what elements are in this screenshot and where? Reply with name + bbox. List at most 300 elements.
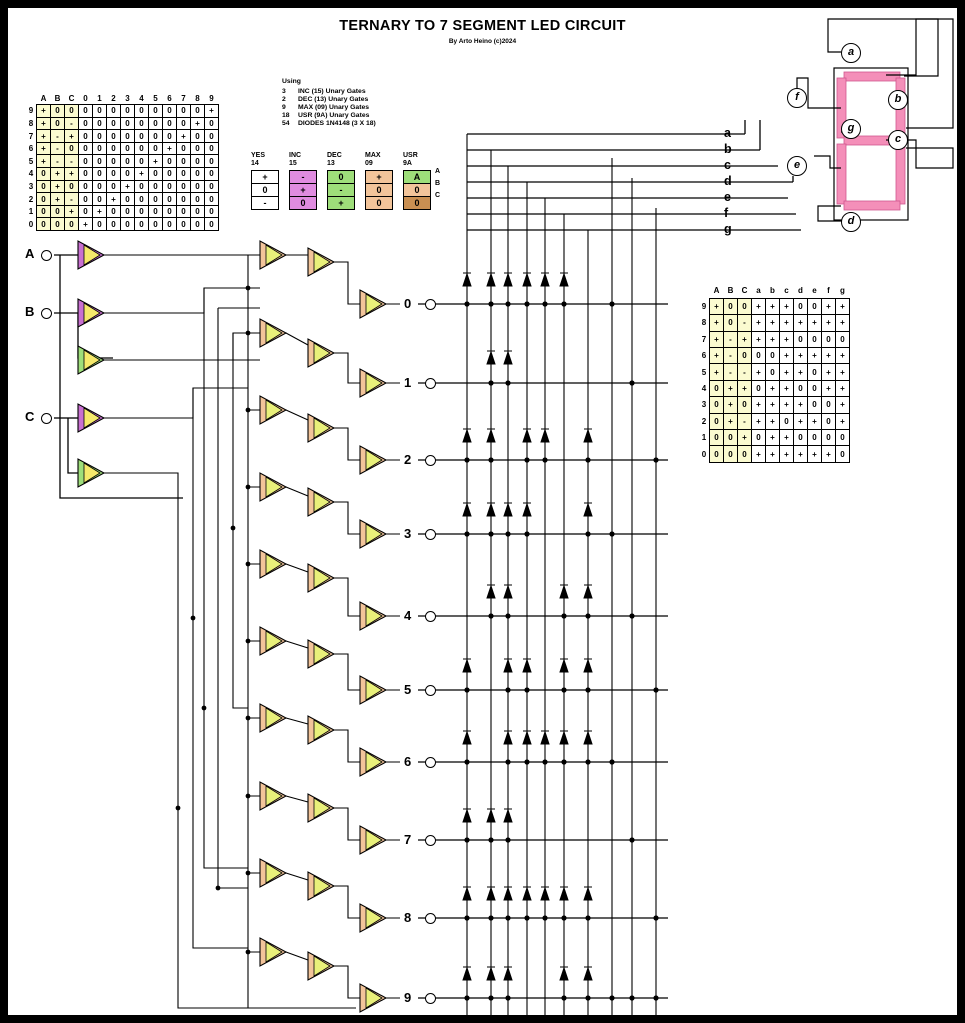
cell: 0 (191, 130, 205, 143)
cell: + (752, 397, 766, 413)
cell: + (163, 142, 177, 155)
cell: 0 (79, 130, 93, 143)
cell: + (794, 364, 808, 380)
cell: 0 (121, 168, 135, 181)
segment-bubble-g: g (841, 119, 861, 139)
cell: 0 (79, 117, 93, 130)
row-index: 6 (699, 348, 710, 364)
cell: 0 (163, 193, 177, 206)
cell: 0 (149, 193, 163, 206)
cell: + (808, 348, 822, 364)
legend-cell: 0 (328, 171, 354, 184)
row-index: 7 (26, 130, 37, 143)
cell: 0 (107, 155, 121, 168)
cell: 0 (79, 105, 93, 118)
cell: 0 (191, 155, 205, 168)
input-label-a: A (25, 246, 35, 261)
cell: 0 (149, 168, 163, 181)
legend-cell: - (252, 197, 278, 209)
cell: - (51, 130, 65, 143)
cell: 0 (163, 180, 177, 193)
cell: 0 (107, 180, 121, 193)
cell: - (738, 364, 752, 380)
cell: 0 (794, 331, 808, 347)
row-index: 0 (26, 218, 37, 231)
column-header: 8 (191, 93, 205, 105)
cell: + (808, 446, 822, 462)
legend-cell: 0 (366, 184, 392, 197)
cell: + (822, 364, 836, 380)
column-header: e (808, 283, 822, 298)
cell: + (766, 315, 780, 331)
cell: 0 (149, 180, 163, 193)
cell: 0 (738, 397, 752, 413)
cell: 0 (177, 155, 191, 168)
segment-bubble-e: e (787, 156, 807, 176)
cell: 0 (191, 105, 205, 118)
using-count: 3 (282, 88, 286, 95)
legend-cell: + (366, 171, 392, 184)
cell: + (836, 298, 850, 314)
cell: 0 (93, 168, 107, 181)
output-label-3: 3 (404, 526, 412, 541)
cell: 0 (65, 105, 79, 118)
cell: 0 (710, 397, 724, 413)
legend-cell: - (328, 184, 354, 197)
cell: 0 (822, 331, 836, 347)
segment-d (844, 201, 900, 210)
cell: - (738, 413, 752, 429)
cell: + (37, 130, 51, 143)
cell: 0 (794, 298, 808, 314)
gate-row-9 (260, 938, 400, 1012)
cell: + (107, 193, 121, 206)
segment-e (837, 144, 846, 204)
cell: 0 (752, 380, 766, 396)
row-index: 5 (26, 155, 37, 168)
cell: 0 (205, 168, 219, 181)
cell: 0 (822, 397, 836, 413)
input-terminal-c[interactable] (41, 413, 52, 424)
output-label-0: 0 (404, 296, 412, 311)
column-header: a (752, 283, 766, 298)
cell: + (752, 413, 766, 429)
cell: - (724, 348, 738, 364)
cell: 0 (177, 142, 191, 155)
cell: 0 (738, 298, 752, 314)
cell: + (710, 331, 724, 347)
cell: + (836, 315, 850, 331)
cell: + (822, 380, 836, 396)
row-index: 1 (26, 205, 37, 218)
cell: + (135, 168, 149, 181)
cell: 0 (724, 446, 738, 462)
row-index: 4 (26, 168, 37, 181)
legend-cell: + (328, 197, 354, 209)
cell: 0 (808, 331, 822, 347)
using-text: DEC (13) Unary Gates (298, 96, 369, 103)
cell: 0 (93, 142, 107, 155)
gate-row-2 (260, 396, 400, 474)
cell: + (752, 315, 766, 331)
cell: 0 (93, 180, 107, 193)
cell: + (780, 380, 794, 396)
row-index: 2 (26, 193, 37, 206)
cell: + (752, 364, 766, 380)
cell: + (51, 193, 65, 206)
column-header: C (65, 93, 79, 105)
column-header: 1 (93, 93, 107, 105)
legend-name: DEC (327, 152, 342, 159)
cell: 0 (121, 155, 135, 168)
output-terminal-5[interactable] (425, 685, 436, 696)
cell: + (836, 380, 850, 396)
cell: 0 (724, 430, 738, 446)
cell: + (822, 315, 836, 331)
cell: 0 (51, 218, 65, 231)
cell: - (65, 117, 79, 130)
diode-group-row0 (463, 273, 568, 286)
cell: 0 (808, 397, 822, 413)
legend-name: YES (251, 152, 266, 159)
legend-code: 13 (327, 160, 335, 167)
cell: 0 (107, 168, 121, 181)
cell: 0 (37, 205, 51, 218)
cell: 0 (766, 364, 780, 380)
cell: + (93, 205, 107, 218)
cell: 0 (780, 413, 794, 429)
row-index: 7 (699, 331, 710, 347)
row-index: 2 (699, 413, 710, 429)
output-terminal-8[interactable] (425, 913, 436, 924)
output-terminal-9[interactable] (425, 993, 436, 1004)
input-label-c: C (25, 409, 35, 424)
legend-code: 9A (403, 160, 412, 167)
segment-bubble-f: f (787, 88, 807, 108)
cell: + (205, 105, 219, 118)
cell: 0 (79, 142, 93, 155)
cell: 0 (37, 168, 51, 181)
cell: - (724, 331, 738, 347)
cell: 0 (724, 298, 738, 314)
segment-c (896, 144, 905, 204)
legend-code: 09 (365, 160, 373, 167)
cell: 0 (752, 348, 766, 364)
cell: 0 (79, 193, 93, 206)
cell: 0 (724, 315, 738, 331)
cell: - (65, 155, 79, 168)
cell: 0 (163, 105, 177, 118)
cell: + (780, 397, 794, 413)
cell: 0 (37, 180, 51, 193)
output-terminal-2[interactable] (425, 455, 436, 466)
gate-row-6 (260, 704, 400, 776)
cell: 0 (163, 205, 177, 218)
output-terminal-6[interactable] (425, 757, 436, 768)
cell: 0 (135, 105, 149, 118)
cell: 0 (191, 142, 205, 155)
segment-bus-label-e: e (724, 190, 731, 204)
cell: 0 (836, 331, 850, 347)
column-header: 2 (107, 93, 121, 105)
legend-cell: 0 (404, 197, 430, 209)
cell: + (794, 315, 808, 331)
cell: + (149, 155, 163, 168)
cell: + (724, 380, 738, 396)
legend-cell: + (252, 171, 278, 184)
output-label-9: 9 (404, 990, 412, 1005)
gate-row-1 (260, 319, 400, 397)
cell: 0 (107, 105, 121, 118)
cell: 0 (191, 180, 205, 193)
legend-code: 15 (289, 160, 297, 167)
cell: 0 (177, 180, 191, 193)
cell: 0 (149, 130, 163, 143)
cell: + (724, 397, 738, 413)
cell: 0 (710, 413, 724, 429)
cell: 0 (794, 380, 808, 396)
cell: 0 (93, 218, 107, 231)
cell: 0 (93, 155, 107, 168)
circuit-svg (8, 8, 957, 1015)
cell: + (780, 298, 794, 314)
output-label-4: 4 (404, 608, 412, 623)
cell: 0 (93, 193, 107, 206)
cell: + (738, 331, 752, 347)
output-label-6: 6 (404, 754, 412, 769)
cell: + (766, 380, 780, 396)
cell: + (766, 331, 780, 347)
cell: 0 (107, 130, 121, 143)
row-index: 9 (699, 298, 710, 314)
cell: + (724, 413, 738, 429)
cell: + (766, 298, 780, 314)
column-header: 5 (149, 93, 163, 105)
gate-row-3 (260, 473, 400, 548)
cell: - (738, 315, 752, 331)
legend-cell: 0 (366, 197, 392, 209)
cell: + (738, 430, 752, 446)
using-count: 2 (282, 96, 286, 103)
row-index: 0 (699, 446, 710, 462)
output-terminal-7[interactable] (425, 835, 436, 846)
diode-group-row6 (463, 731, 592, 744)
cell: 0 (107, 117, 121, 130)
cell: + (836, 348, 850, 364)
cell: 0 (93, 130, 107, 143)
cell: + (808, 413, 822, 429)
segment-bus-label-b: b (724, 142, 732, 156)
segment-bus-label-a: a (724, 126, 731, 140)
cell: + (752, 331, 766, 347)
cell: + (79, 218, 93, 231)
input-terminal-b[interactable] (41, 308, 52, 319)
segment-bubble-c: c (888, 130, 908, 150)
cell: 0 (79, 168, 93, 181)
cell: + (51, 168, 65, 181)
cell: 0 (205, 193, 219, 206)
cell: 0 (177, 218, 191, 231)
row-index: 1 (699, 430, 710, 446)
column-header: 6 (163, 93, 177, 105)
segment-bus-label-f: f (724, 206, 729, 220)
segment-bubble-b: b (888, 90, 908, 110)
cell: 0 (808, 430, 822, 446)
cell: 0 (121, 218, 135, 231)
cell: 0 (163, 117, 177, 130)
cell: - (51, 142, 65, 155)
cell: + (836, 397, 850, 413)
cell: 0 (51, 105, 65, 118)
cell: + (836, 413, 850, 429)
cell: + (794, 397, 808, 413)
column-header: b (766, 283, 780, 298)
output-terminal-4[interactable] (425, 611, 436, 622)
cell: 0 (710, 380, 724, 396)
cell: 0 (135, 142, 149, 155)
legend-cell: + (290, 184, 316, 197)
output-label-1: 1 (404, 375, 412, 390)
cell: + (780, 331, 794, 347)
cell: 0 (710, 446, 724, 462)
cell: 0 (163, 218, 177, 231)
cell: + (766, 413, 780, 429)
cell: 0 (149, 142, 163, 155)
cell: 0 (107, 218, 121, 231)
cell: + (836, 364, 850, 380)
cell: 0 (121, 105, 135, 118)
cell: 0 (135, 130, 149, 143)
output-terminal-0[interactable] (425, 299, 436, 310)
input-terminal-a[interactable] (41, 250, 52, 261)
cell: 0 (205, 142, 219, 155)
cell: 0 (738, 348, 752, 364)
cell: + (121, 180, 135, 193)
legend-cell: - (290, 171, 316, 184)
cell: + (710, 364, 724, 380)
row-index: 6 (26, 142, 37, 155)
cell: + (752, 446, 766, 462)
column-header: 0 (79, 93, 93, 105)
column-header: 4 (135, 93, 149, 105)
column-header: f (822, 283, 836, 298)
cell: 0 (107, 142, 121, 155)
legend-side-label-b: B (435, 180, 441, 187)
cell: 0 (93, 117, 107, 130)
cell: 0 (135, 205, 149, 218)
output-terminal-1[interactable] (425, 378, 436, 389)
using-text: INC (15) Unary Gates (298, 88, 366, 95)
legend-side-label-c: C (435, 192, 441, 199)
diode-group-row2 (463, 429, 592, 442)
cell: + (37, 155, 51, 168)
legend-name: USR (403, 152, 418, 159)
output-terminal-3[interactable] (425, 529, 436, 540)
cell: 0 (822, 430, 836, 446)
segment-bubble-a: a (841, 43, 861, 63)
cell: 0 (177, 205, 191, 218)
cell: + (822, 298, 836, 314)
using-count: 18 (282, 112, 290, 119)
cell: + (808, 315, 822, 331)
cell: 0 (51, 205, 65, 218)
cell: + (780, 364, 794, 380)
cell: + (794, 348, 808, 364)
cell: 0 (37, 218, 51, 231)
cell: - (65, 193, 79, 206)
cell: 0 (121, 142, 135, 155)
gate-row-4 (260, 550, 400, 630)
cell: - (724, 364, 738, 380)
cell: 0 (65, 180, 79, 193)
output-label-5: 5 (404, 682, 412, 697)
cell: 0 (836, 446, 850, 462)
cell: - (51, 155, 65, 168)
diode-group-row8 (463, 887, 592, 900)
row-index: 8 (26, 117, 37, 130)
cell: 0 (191, 193, 205, 206)
column-header: c (780, 283, 794, 298)
cell: + (65, 205, 79, 218)
gate-row-8 (260, 859, 400, 932)
legend-side-label-a: A (435, 168, 441, 175)
column-header: A (37, 93, 51, 105)
row-index: 3 (26, 180, 37, 193)
cell: 0 (710, 430, 724, 446)
cell: 0 (205, 205, 219, 218)
page-subtitle: By Arto Heino (c)2024 (448, 38, 517, 45)
cell: + (780, 446, 794, 462)
column-header: B (51, 93, 65, 105)
cell: 0 (65, 218, 79, 231)
using-text: DIODES 1N4148 (3 X 18) (298, 120, 376, 127)
cell: 0 (149, 205, 163, 218)
cell: 0 (121, 193, 135, 206)
cell: + (37, 105, 51, 118)
legend-cell: 0 (252, 184, 278, 197)
cell: 0 (205, 218, 219, 231)
segment-bus-label-d: d (724, 174, 732, 188)
cell: 0 (79, 180, 93, 193)
cell: 0 (177, 193, 191, 206)
gate-row-7 (260, 782, 400, 854)
cell: + (37, 117, 51, 130)
input-label-b: B (25, 304, 35, 319)
cell: 0 (163, 130, 177, 143)
cell: 0 (51, 117, 65, 130)
cell: 0 (794, 430, 808, 446)
cell: + (65, 130, 79, 143)
schematic-canvas (8, 8, 957, 1015)
cell: 0 (205, 117, 219, 130)
diode-group-row1 (487, 351, 512, 364)
cell: 0 (149, 218, 163, 231)
cell: + (822, 348, 836, 364)
row-index: 9 (26, 105, 37, 118)
cell: 0 (808, 298, 822, 314)
output-label-8: 8 (404, 910, 412, 925)
column-header: g (836, 283, 850, 298)
cell: 0 (177, 105, 191, 118)
cell: 0 (65, 142, 79, 155)
using-text: USR (9A) Unary Gates (298, 112, 370, 119)
cell: + (752, 298, 766, 314)
segment-bubble-d: d (841, 212, 861, 232)
page-title: TERNARY TO 7 SEGMENT LED CIRCUIT (339, 18, 626, 34)
cell: + (710, 348, 724, 364)
cell: + (51, 180, 65, 193)
diode-group-row3 (463, 503, 592, 516)
